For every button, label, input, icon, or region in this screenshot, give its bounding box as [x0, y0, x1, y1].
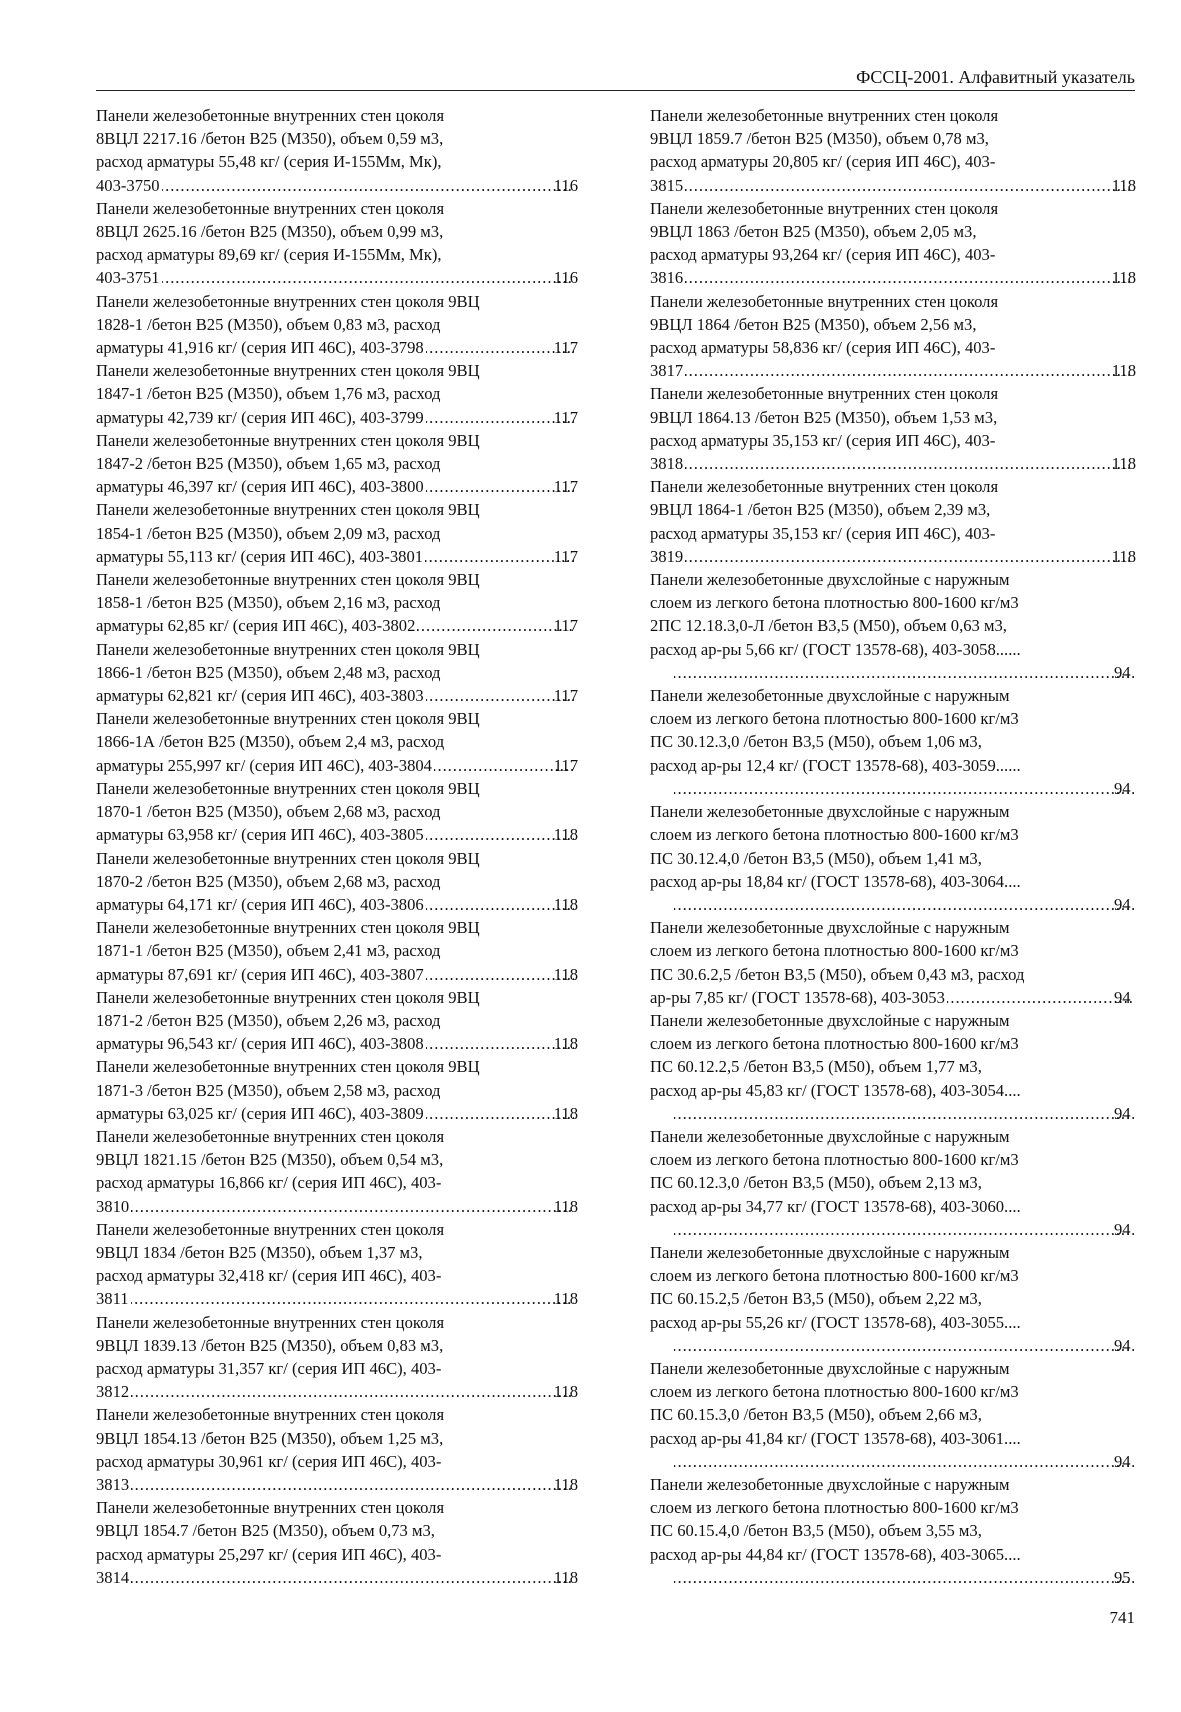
entry-line: расход ар-ры 45,83 кг/ (ГОСТ 13578-68), 403-3054....: [650, 1080, 1021, 1100]
entry-line: Панели железобетонные внутренних стен цоколя: [650, 384, 999, 404]
dot-leader: [434, 754, 574, 777]
entry-line: расход ар-ры 34,77 кг/ (ГОСТ 13578-68), 403-3060....: [650, 1196, 1021, 1216]
dot-leader: [426, 893, 574, 916]
entry-line: Панели железобетонные внутренних стен цоколя: [650, 291, 999, 311]
dot-leader: [131, 1473, 574, 1496]
entry-leader-line: . . . 94: [672, 893, 1136, 916]
entry-leader-line: [650, 174, 1136, 197]
entry-leader-line: [96, 1032, 578, 1055]
dot-leader: [674, 777, 1134, 800]
entry-line: 1858-1 /бетон В25 (М350), объем 2,16 м3, расход: [96, 593, 441, 613]
index-column-left: [96, 104, 578, 1589]
entry-line: ПС 60.12.3,0 /бетон В3,5 (М50), объем 2,13 м3,: [650, 1173, 982, 1193]
dot-leader: [674, 661, 1134, 684]
index-entry: [650, 800, 1136, 916]
dot-leader: [674, 1566, 1134, 1589]
entry-leader-line: [650, 359, 1136, 382]
index-entry: [650, 1009, 1136, 1125]
entry-line: Панели железобетонные внутренних стен цоколя: [650, 477, 999, 497]
entry-last-line: арматуры 96,543 кг/ (серия ИП 46С), 403-3808: [96, 1034, 424, 1054]
entry-leader-line: [650, 452, 1136, 475]
entry-line: 9ВЦЛ 1854.7 /бетон В25 (М350), объем 0,73 м3,: [96, 1521, 435, 1541]
entry-line: ПС 60.15.2,5 /бетон В3,5 (М50), объем 2,22 м3,: [650, 1289, 982, 1309]
entry-page-ref: 117: [553, 407, 578, 427]
entry-line: Панели железобетонные внутренних стен цоколя: [96, 1312, 445, 1332]
entry-line: ПС 30.12.3,0 /бетон В3,5 (М50), объем 1,06 м3,: [650, 732, 982, 752]
entry-line: расход ар-ры 44,84 кг/ (ГОСТ 13578-68), 403-3065....: [650, 1544, 1021, 1564]
entry-page-ref: 118: [553, 1382, 578, 1402]
entry-line: Панели железобетонные внутренних стен цоколя: [96, 1219, 445, 1239]
entry-leader-line: [96, 266, 578, 289]
entry-line: Панели железобетонные внутренних стен цоколя 9ВЦ: [96, 361, 480, 381]
entry-line: Панели железобетонные двухслойные с наружным: [650, 1474, 1010, 1494]
entry-leader-line: . . . 94: [672, 1450, 1136, 1473]
entry-line: Панели железобетонные внутренних стен цоколя 9ВЦ: [96, 709, 480, 729]
entry-line: расход арматуры 25,297 кг/ (серия ИП 46С), 403-: [96, 1544, 442, 1564]
index-entry: [96, 1403, 578, 1496]
page-number: 741: [1109, 1608, 1135, 1627]
entry-leader-line: [96, 336, 578, 359]
index-entry: [96, 1496, 578, 1589]
dot-leader: [131, 1566, 574, 1589]
entry-line: слоем из легкого бетона плотностью 800-1600 кг/м3: [650, 1034, 1019, 1054]
index-entry: [650, 1473, 1136, 1589]
entry-line: 8ВЦЛ 2625.16 /бетон В25 (М350), объем 0,99 м3,: [96, 222, 444, 242]
entry-line: Панели железобетонные внутренних стен цоколя: [650, 198, 999, 218]
dot-leader: [426, 1102, 574, 1125]
entry-line: 9ВЦЛ 1863 /бетон В25 (М350), объем 2,05 м3,: [650, 222, 977, 242]
entry-line: расход ар-ры 55,26 кг/ (ГОСТ 13578-68), 403-3055....: [650, 1312, 1021, 1332]
index-entry: [650, 1357, 1136, 1473]
entry-line: расход арматуры 93,264 кг/ (серия ИП 46С), 403-: [650, 245, 996, 265]
dot-leader: [674, 893, 1134, 916]
entry-line: расход арматуры 89,69 кг/ (серия И-155Мм, Мк),: [96, 245, 442, 265]
index-entry: [96, 498, 578, 568]
entry-line: расход ар-ры 12,4 кг/ (ГОСТ 13578-68), 403-3059......: [650, 755, 1021, 775]
entry-line: Панели железобетонные двухслойные с наружным: [650, 1358, 1010, 1378]
index-entry: [96, 568, 578, 638]
entry-line: 9ВЦЛ 1854.13 /бетон В25 (М350), объем 1,25 м3,: [96, 1428, 444, 1448]
entry-line: 1847-2 /бетон В25 (М350), объем 1,65 м3, расход: [96, 454, 441, 474]
dot-leader: [426, 963, 574, 986]
entry-page-ref: 117: [553, 338, 578, 358]
entry-page-ref: 118: [553, 1289, 578, 1309]
index-entry: [650, 475, 1136, 568]
entry-line: ПС 60.12.2,5 /бетон В3,5 (М50), объем 1,77 м3,: [650, 1057, 982, 1077]
entry-last-line: арматуры 87,691 кг/ (серия ИП 46С), 403-3807: [96, 964, 424, 984]
entry-line: слоем из легкого бетона плотностью 800-1600 кг/м3: [650, 709, 1019, 729]
entry-leader-line: [650, 545, 1136, 568]
entry-line: 1828-1 /бетон В25 (М350), объем 0,83 м3, расход: [96, 314, 441, 334]
entry-line: расход ар-ры 5,66 кг/ (ГОСТ 13578-68), 403-3058......: [650, 639, 1021, 659]
entry-line: 1871-2 /бетон В25 (М350), объем 2,26 м3, расход: [96, 1010, 441, 1030]
dot-leader: [685, 266, 1132, 289]
entry-line: 1871-3 /бетон В25 (М350), объем 2,58 м3, расход: [96, 1080, 441, 1100]
entry-line: слоем из легкого бетона плотностью 800-1600 кг/м3: [650, 825, 1019, 845]
entry-line: Панели железобетонные внутренних стен цоколя 9ВЦ: [96, 639, 480, 659]
entry-line: Панели железобетонные внутренних стен цоколя 9ВЦ: [96, 848, 480, 868]
entry-line: 1847-1 /бетон В25 (М350), объем 1,76 м3, расход: [96, 384, 441, 404]
index-entry: [650, 684, 1136, 800]
running-header: [96, 66, 1135, 91]
entry-last-line: арматуры 255,997 кг/ (серия ИП 46С), 403-3804: [96, 755, 432, 775]
entry-line: расход арматуры 20,805 кг/ (серия ИП 46С), 403-: [650, 152, 996, 172]
entry-last-line: 3811: [96, 1289, 129, 1309]
entry-line: Панели железобетонные внутренних стен цоколя 9ВЦ: [96, 500, 480, 520]
entry-last-line: 403-3750: [96, 175, 160, 195]
index-entry: [96, 707, 578, 777]
index-entry: [96, 638, 578, 708]
entry-leader-line: [96, 823, 578, 846]
entry-line: 1870-2 /бетон В25 (М350), объем 2,68 м3, расход: [96, 871, 441, 891]
entry-line: Панели железобетонные внутренних стен цоколя 9ВЦ: [96, 987, 480, 1007]
dot-leader: [685, 545, 1132, 568]
dot-leader: [426, 823, 574, 846]
entry-line: 9ВЦЛ 1864-1 /бетон В25 (М350), объем 2,39 м3,: [650, 500, 991, 520]
index-entry: [96, 916, 578, 986]
index-entry: [96, 1055, 578, 1125]
entry-page-ref: 117: [553, 686, 578, 706]
entry-page-ref: 118: [553, 1474, 578, 1494]
entry-line: Панели железобетонные внутренних стен цоколя: [96, 106, 445, 125]
entry-line: слоем из легкого бетона плотностью 800-1600 кг/м3: [650, 1498, 1019, 1518]
entry-line: Панели железобетонные внутренних стен цоколя 9ВЦ: [96, 778, 480, 798]
entry-leader-line: . . . 94: [672, 1334, 1136, 1357]
entry-line: 1871-1 /бетон В25 (М350), объем 2,41 м3, расход: [96, 941, 441, 961]
entry-line: 9ВЦЛ 1864 /бетон В25 (М350), объем 2,56 м3,: [650, 314, 977, 334]
entry-line: Панели железобетонные внутренних стен цоколя: [650, 106, 999, 125]
entry-page-ref: 118: [553, 825, 578, 845]
index-entry: [96, 777, 578, 847]
index-entry: [650, 916, 1136, 1009]
dot-leader: [417, 614, 573, 637]
entry-leader-line: [96, 406, 578, 429]
entry-last-line: арматуры 62,821 кг/ (серия ИП 46С), 403-3803: [96, 686, 424, 706]
dot-leader: [674, 1102, 1134, 1125]
entry-page-ref: 118: [1111, 546, 1136, 566]
entry-line: слоем из легкого бетона плотностью 800-1600 кг/м3: [650, 941, 1019, 961]
entry-line: расход арматуры 35,153 кг/ (серия ИП 46С), 403-: [650, 523, 996, 543]
entry-line: 9ВЦЛ 1859.7 /бетон В25 (М350), объем 0,78 м3,: [650, 129, 989, 149]
entry-page-ref: 117: [553, 616, 578, 636]
dot-leader: [162, 266, 574, 289]
entry-page-ref: 118: [1111, 361, 1136, 381]
entry-leader-line: . . . 94: [672, 1218, 1136, 1241]
entry-page-ref: 117: [553, 477, 578, 497]
entry-last-line: арматуры 42,739 кг/ (серия ИП 46С), 403-3799: [96, 407, 424, 427]
entry-page-ref: 118: [553, 964, 578, 984]
index-entry: [96, 847, 578, 917]
dot-leader: [674, 1218, 1134, 1241]
index-entry: [650, 1125, 1136, 1241]
entry-last-line: арматуры 55,113 кг/ (серия ИП 46С), 403-3801: [96, 546, 424, 566]
index-entry: [96, 1311, 578, 1404]
entry-leader-line: [96, 1195, 578, 1218]
entry-last-line: арматуры 41,916 кг/ (серия ИП 46С), 403-3798: [96, 338, 424, 358]
entry-last-line: 403-3751: [96, 268, 160, 288]
entry-leader-line: [96, 1380, 578, 1403]
entry-page-ref: 117: [553, 755, 578, 775]
entry-line: расход ар-ры 18,84 кг/ (ГОСТ 13578-68), 403-3064....: [650, 871, 1021, 891]
entry-line: ПС 60.15.3,0 /бетон В3,5 (М50), объем 2,66 м3,: [650, 1405, 982, 1425]
entry-line: Панели железобетонные двухслойные с наружным: [650, 918, 1010, 938]
entry-leader-line: [96, 614, 578, 637]
entry-line: 1866-1 /бетон В25 (М350), объем 2,48 м3, расход: [96, 662, 441, 682]
entry-last-line: 3815: [650, 175, 684, 195]
entry-leader-line: [96, 174, 578, 197]
entry-last-line: 3810: [96, 1196, 130, 1216]
entry-line: 2ПС 12.18.3,0-Л /бетон В3,5 (М50), объем 0,63 м3,: [650, 616, 1007, 636]
entry-last-line: 3814: [96, 1567, 130, 1587]
entry-page-ref: 118: [553, 1034, 578, 1054]
dot-leader: [131, 1195, 574, 1218]
entry-page-ref: 118: [1111, 175, 1136, 195]
entry-line: ПС 30.6.2,5 /бетон В3,5 (М50), объем 0,43 м3, расход: [650, 964, 1025, 984]
entry-line: Панели железобетонные внутренних стен цоколя: [96, 1498, 445, 1518]
entry-last-line: 3812: [96, 1382, 130, 1402]
entry-leader-line: [96, 545, 578, 568]
entry-line: Панели железобетонные двухслойные с наружным: [650, 686, 1010, 706]
entry-line: расход арматуры 30,961 кг/ (серия ИП 46С), 403-: [96, 1451, 442, 1471]
dot-leader: [131, 1287, 574, 1310]
entry-last-line: 3817: [650, 361, 684, 381]
entry-page-ref: 118: [1111, 454, 1136, 474]
header-title: ФССЦ-2001. Алфавитный указатель: [856, 67, 1135, 87]
entry-leader-line: [96, 475, 578, 498]
dot-leader: [685, 174, 1132, 197]
entry-leader-line: [96, 1287, 578, 1310]
entry-line: расход арматуры 35,153 кг/ (серия ИП 46С), 403-: [650, 430, 996, 450]
entry-page-ref: 118: [553, 894, 578, 914]
dot-leader: [947, 986, 1134, 1009]
entry-last-line: арматуры 46,397 кг/ (серия ИП 46С), 403-3800: [96, 477, 424, 497]
entry-leader-line: ар-ры 7,85 кг/ (ГОСТ 13578-68), 403-3053 . . . 94: [672, 986, 1136, 1009]
dot-leader: [162, 174, 574, 197]
entry-line: расход арматуры 58,836 кг/ (серия ИП 46С), 403-: [650, 338, 996, 358]
entry-line: Панели железобетонные двухслойные с наружным: [650, 570, 1010, 590]
entry-line: Панели железобетонные внутренних стен цоколя 9ВЦ: [96, 918, 480, 938]
entry-line: 1870-1 /бетон В25 (М350), объем 2,68 м3, расход: [96, 802, 441, 822]
entry-line: Панели железобетонные двухслойные с наружным: [650, 1010, 1010, 1030]
index-entry: [650, 290, 1136, 383]
entry-line: ПС 60.15.4,0 /бетон В3,5 (М50), объем 3,55 м3,: [650, 1521, 982, 1541]
entry-last-line: 3813: [96, 1474, 130, 1494]
entry-last-line: 3818: [650, 454, 684, 474]
index-entry: [96, 359, 578, 429]
entry-line: слоем из легкого бетона плотностью 800-1600 кг/м3: [650, 1266, 1019, 1286]
entry-line: ПС 30.12.4,0 /бетон В3,5 (М50), объем 1,41 м3,: [650, 848, 982, 868]
entry-line: расход ар-ры 41,84 кг/ (ГОСТ 13578-68), 403-3061....: [650, 1428, 1021, 1448]
index-entry: [650, 104, 1136, 197]
entry-line: Панели железобетонные внутренних стен цоколя: [96, 1405, 445, 1425]
entry-last-line: арматуры 63,025 кг/ (серия ИП 46С), 403-3809: [96, 1103, 424, 1123]
index-entry: [96, 104, 578, 197]
entry-line: 9ВЦЛ 1834 /бетон В25 (М350), объем 1,37 м3,: [96, 1242, 423, 1262]
index-entry: [650, 568, 1136, 684]
entry-line: 1854-1 /бетон В25 (М350), объем 2,09 м3, расход: [96, 523, 441, 543]
entry-page-ref: 118: [553, 1103, 578, 1123]
entry-line: Панели железобетонные внутренних стен цоколя 9ВЦ: [96, 570, 480, 590]
index-entry: [96, 986, 578, 1056]
entry-line: Панели железобетонные внутренних стен цоколя 9ВЦ: [96, 430, 480, 450]
index-entry: [650, 1241, 1136, 1357]
entry-page-ref: 118: [1111, 268, 1136, 288]
index-entry: [96, 1125, 578, 1218]
entry-leader-line: [96, 893, 578, 916]
dot-leader: [426, 336, 574, 359]
entry-line: слоем из легкого бетона плотностью 800-1600 кг/м3: [650, 1150, 1019, 1170]
index-entry: [96, 429, 578, 499]
entry-last-line: арматуры 63,958 кг/ (серия ИП 46С), 403-3805: [96, 825, 424, 845]
entry-page-ref: 118: [553, 1196, 578, 1216]
entry-line: Панели железобетонные двухслойные с наружным: [650, 1126, 1010, 1146]
entry-line: расход арматуры 32,418 кг/ (серия ИП 46С), 403-: [96, 1266, 442, 1286]
index-column-right: [650, 104, 1136, 1589]
entry-line: Панели железобетонные двухслойные с наружным: [650, 1242, 1010, 1262]
entry-leader-line: [96, 684, 578, 707]
entry-last-line: арматуры 62,85 кг/ (серия ИП 46С), 403-3802: [96, 616, 416, 636]
entry-line: Панели железобетонные внутренних стен цоколя: [96, 198, 445, 218]
entry-last-line: арматуры 64,171 кг/ (серия ИП 46С), 403-3806: [96, 894, 424, 914]
entry-last-line: ар-ры 7,85 кг/ (ГОСТ 13578-68), 403-3053: [650, 987, 945, 1007]
index-entry: [96, 290, 578, 360]
dot-leader: [685, 452, 1132, 475]
entry-line: Панели железобетонные двухслойные с наружным: [650, 802, 1010, 822]
entry-leader-line: . . . 94: [672, 777, 1136, 800]
entry-line: расход арматуры 31,357 кг/ (серия ИП 46С), 403-: [96, 1358, 442, 1378]
entry-line: 9ВЦЛ 1839.13 /бетон В25 (М350), объем 0,83 м3,: [96, 1335, 444, 1355]
index-entry: [650, 382, 1136, 475]
entry-page-ref: 117: [553, 546, 578, 566]
entry-line: 9ВЦЛ 1821.15 /бетон В25 (М350), объем 0,54 м3,: [96, 1150, 444, 1170]
entry-leader-line: [96, 1566, 578, 1589]
index-entry: [650, 197, 1136, 290]
entry-line: расход арматуры 16,866 кг/ (серия ИП 46С), 403-: [96, 1173, 442, 1193]
dot-leader: [426, 684, 574, 707]
entry-last-line: 3819: [650, 546, 684, 566]
entry-line: расход арматуры 55,48 кг/ (серия И-155Мм, Мк),: [96, 152, 442, 172]
dot-leader: [425, 545, 574, 568]
index-entry: [96, 1218, 578, 1311]
entry-line: 8ВЦЛ 2217.16 /бетон В25 (М350), объем 0,59 м3,: [96, 129, 444, 149]
dot-leader: [674, 1450, 1134, 1473]
dot-leader: [426, 406, 574, 429]
entry-line: слоем из легкого бетона плотностью 800-1600 кг/м3: [650, 1382, 1019, 1402]
index-entry: [96, 197, 578, 290]
entry-leader-line: . . . 94: [672, 661, 1136, 684]
dot-leader: [131, 1380, 574, 1403]
dot-leader: [674, 1334, 1134, 1357]
entry-line: 9ВЦЛ 1864.13 /бетон В25 (М350), объем 1,53 м3,: [650, 407, 998, 427]
entry-last-line: 3816: [650, 268, 684, 288]
entry-line: Панели железобетонные внутренних стен цоколя 9ВЦ: [96, 1057, 480, 1077]
entry-leader-line: . . . 95: [672, 1566, 1136, 1589]
entry-leader-line: [96, 963, 578, 986]
dot-leader: [426, 1032, 574, 1055]
entry-leader-line: . . . 94: [672, 1102, 1136, 1125]
entry-line: слоем из легкого бетона плотностью 800-1600 кг/м3: [650, 593, 1019, 613]
entry-page-ref: 118: [553, 1567, 578, 1587]
entry-line: Панели железобетонные внутренних стен цоколя: [96, 1126, 445, 1146]
entry-leader-line: [96, 1102, 578, 1125]
entry-line: 1866-1А /бетон В25 (М350), объем 2,4 м3, расход: [96, 732, 445, 752]
dot-leader: [685, 359, 1132, 382]
entry-page-ref: 116: [553, 268, 578, 288]
entry-leader-line: [96, 754, 578, 777]
entry-page-ref: 116: [553, 175, 578, 195]
entry-line: Панели железобетонные внутренних стен цоколя 9ВЦ: [96, 291, 480, 311]
dot-leader: [426, 475, 574, 498]
entry-leader-line: [650, 266, 1136, 289]
entry-leader-line: [96, 1473, 578, 1496]
